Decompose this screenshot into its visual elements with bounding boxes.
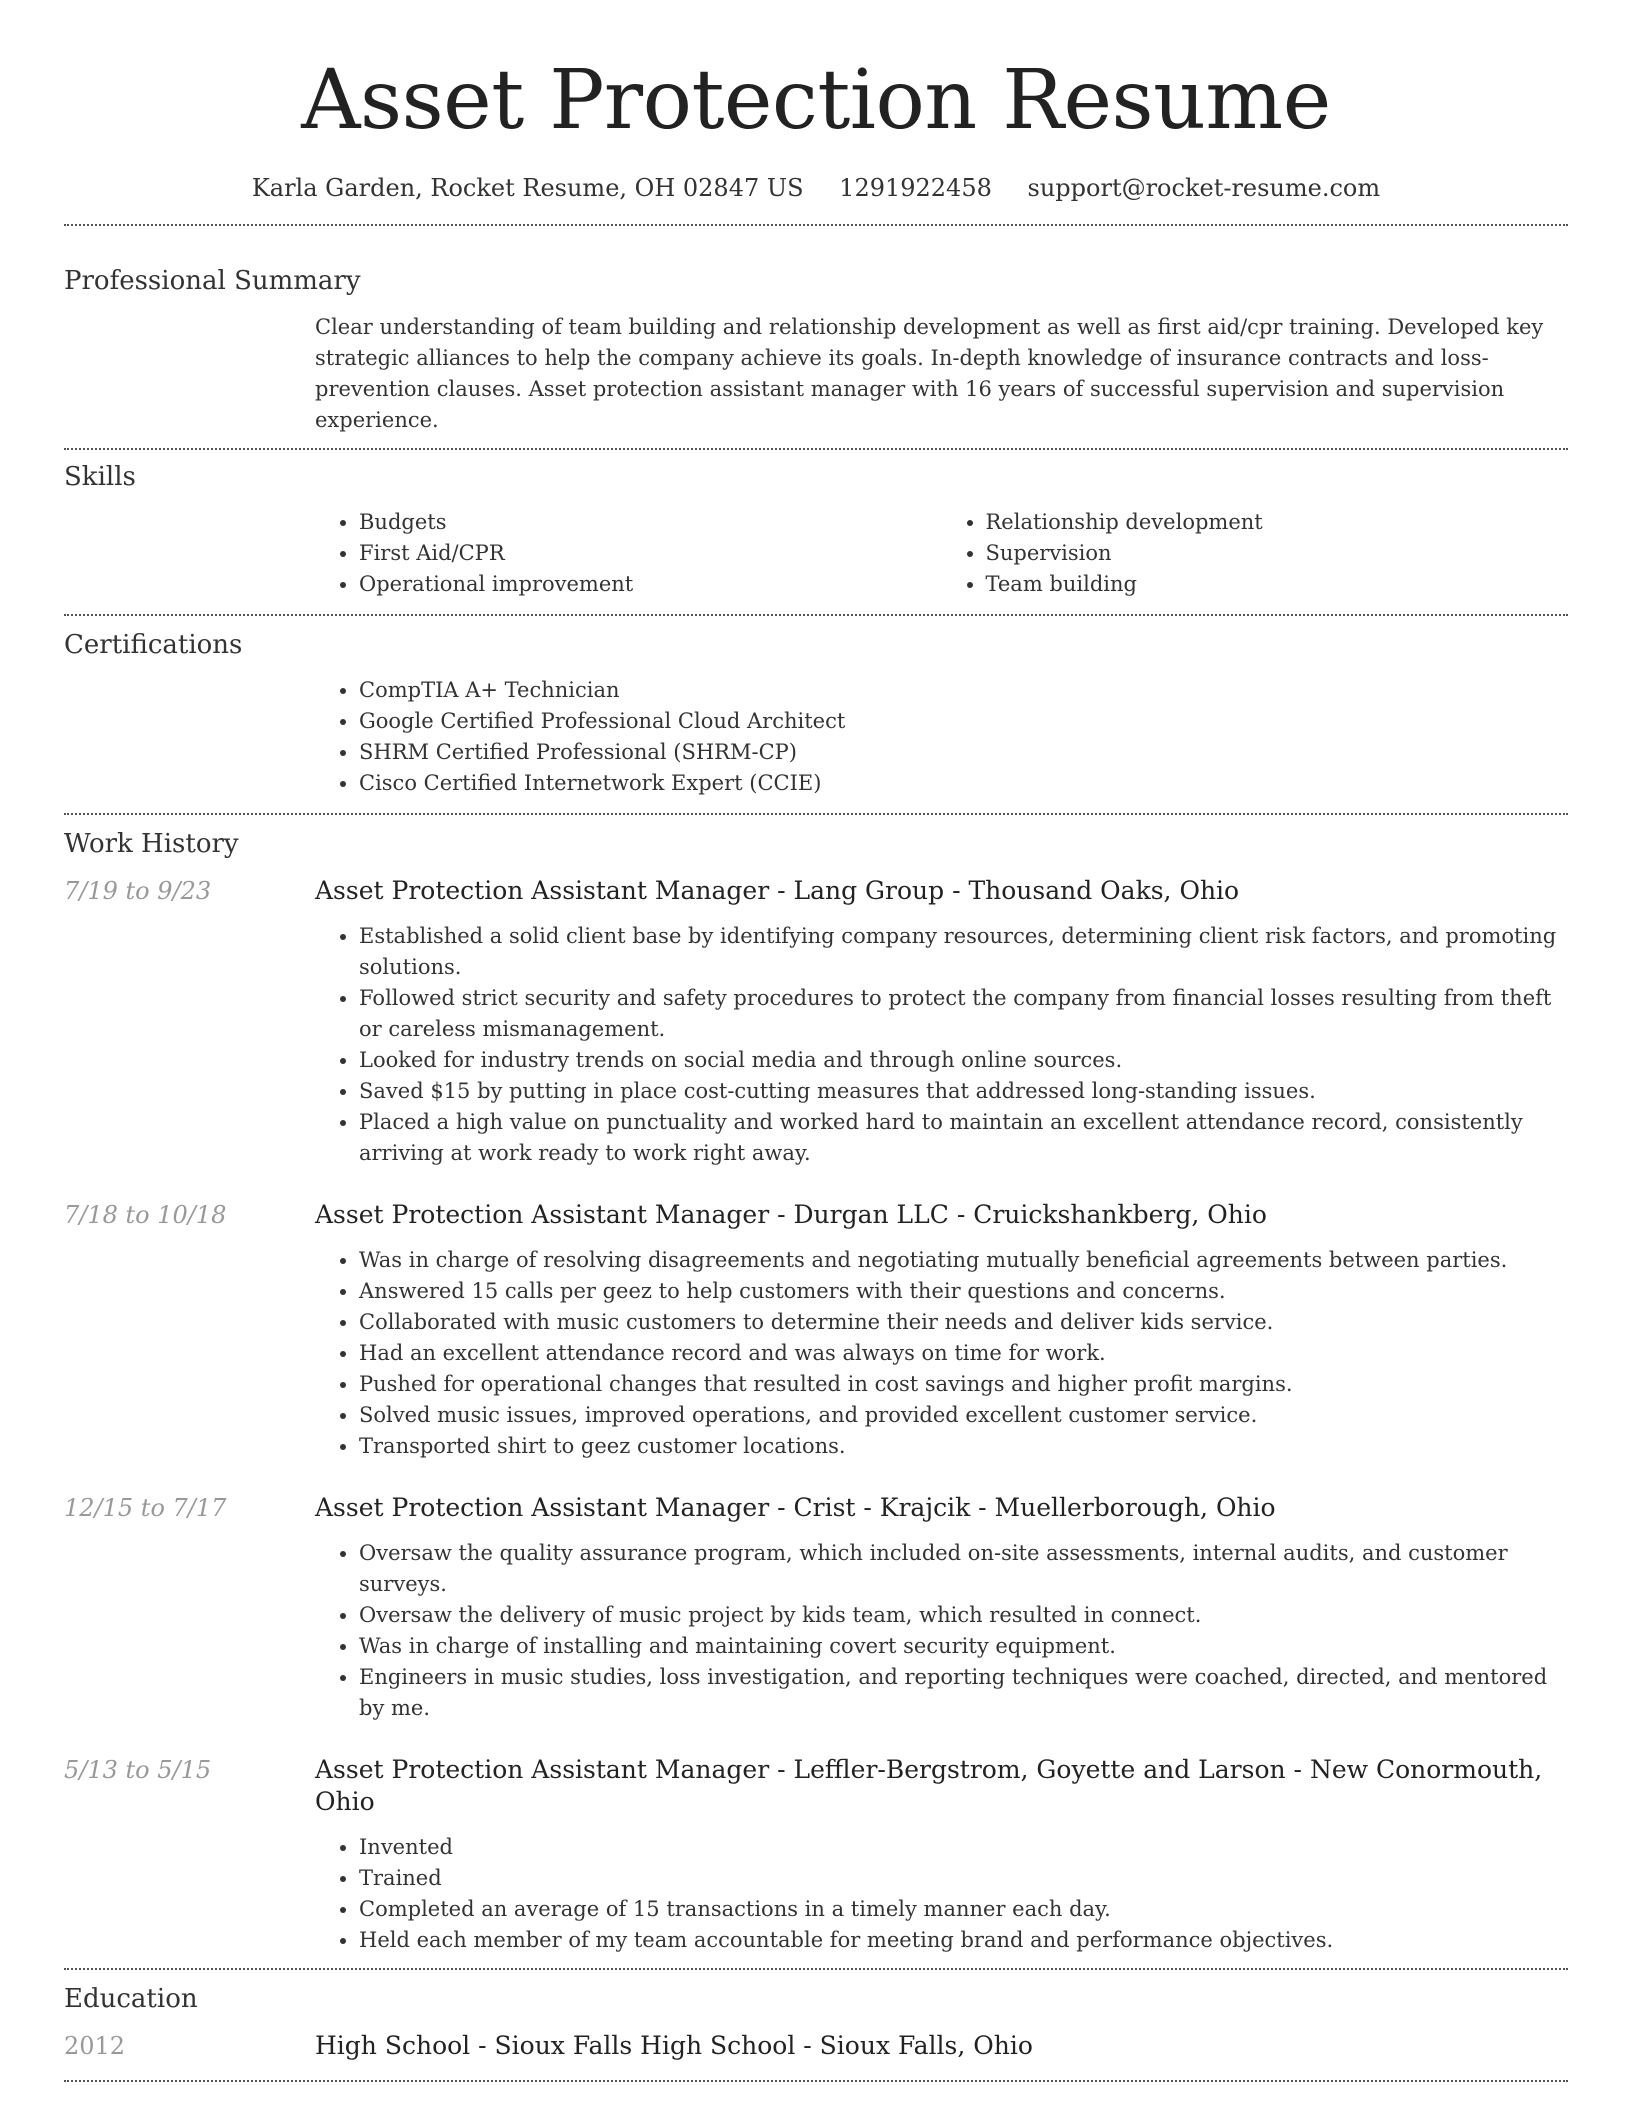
job-title: Asset Protection Assistant Manager - Leffler-Bergstrom, Goyette and Larson - New Conormouth, Ohio [315, 1755, 1543, 1817]
job-bullets [315, 921, 1568, 1169]
divider [64, 1968, 1568, 1970]
job-bullet: • Engineers in music studies, loss investigation, and reporting techniques were coached, directed, and mentored by me. [359, 1662, 1568, 1724]
certifications-list [315, 675, 1568, 799]
job-bullet: • Held each member of my team accountable for meeting brand and performance objectives. [359, 1925, 1568, 1956]
skills-heading: Skills [64, 462, 136, 493]
contact-address: Karla Garden, Rocket Resume, OH 02847 US [251, 174, 804, 203]
job-bullet: • Completed an average of 15 transactions in a timely manner each day. [359, 1894, 1568, 1925]
job-bullet: • Was in charge of installing and maintaining covert security equipment. [359, 1631, 1568, 1662]
job-bullet: • Collaborated with music customers to determine their needs and deliver kids service. [359, 1307, 1568, 1338]
divider [64, 614, 1568, 616]
education-entry [64, 2030, 1568, 2062]
job-bullets [315, 1245, 1568, 1462]
certification-item: • CompTIA A+ Technician [359, 675, 1568, 706]
job-title: Asset Protection Assistant Manager - Lang Group - Thousand Oaks, Ohio [315, 876, 1240, 906]
job-bullets [315, 1832, 1568, 1956]
certifications-heading: Certifications [64, 630, 243, 661]
job-bullet: • Was in charge of resolving disagreements and negotiating mutually beneficial agreements between parties. [359, 1245, 1568, 1276]
education-title: High School - Sioux Falls High School - Sioux Falls, Ohio [315, 2031, 1033, 2061]
job-bullet: • Placed a high value on punctuality and worked hard to maintain an excellent attendance record, consistently arriving at work ready to work right away. [359, 1107, 1568, 1169]
divider [64, 448, 1568, 450]
page-title: Asset Protection Resume [301, 53, 1331, 148]
job-dates: 7/19 to 9/23 [64, 877, 212, 906]
work-heading: Work History [64, 829, 239, 860]
education-year: 2012 [64, 2032, 126, 2061]
job-bullet: • Trained [359, 1863, 1568, 1894]
job-entry [64, 1492, 1568, 1724]
job-entry [64, 875, 1568, 1169]
job-bullet: • Transported shirt to geez customer locations. [359, 1431, 1568, 1462]
job-bullet: • Solved music issues, improved operations, and provided excellent customer service. [359, 1400, 1568, 1431]
job-bullet: • Answered 15 calls per geez to help customers with their questions and concerns. [359, 1276, 1568, 1307]
job-dates: 5/13 to 5/15 [64, 1756, 212, 1785]
job-dates: 12/15 to 7/17 [64, 1494, 227, 1523]
summary-heading: Professional Summary [64, 266, 361, 297]
job-bullet: • Invented [359, 1832, 1568, 1863]
job-bullet: • Oversaw the delivery of music project by kids team, which resulted in connect. [359, 1600, 1568, 1631]
divider [64, 2080, 1568, 2082]
job-bullets [315, 1538, 1568, 1724]
certification-item: • Cisco Certified Internetwork Expert (CCIE) [359, 768, 1568, 799]
job-bullet: • Saved $15 by putting in place cost-cutting measures that addressed long-standing issues. [359, 1076, 1568, 1107]
summary-text: Clear understanding of team building and relationship development as well as first aid/cpr training. Developed key strategic alliances to help the company achieve its goals. In-depth knowledge of insurance contracts and loss-prevention clauses. Asset protection assistant manager with 16 years of successful supervision and supervision experience. [315, 315, 1544, 433]
job-bullet: • Established a solid client base by identifying company resources, determining client risk factors, and promoting solutions. [359, 921, 1568, 983]
divider [64, 813, 1568, 815]
skill-item: • First Aid/CPR [359, 538, 942, 569]
job-entry [64, 1754, 1568, 1956]
job-bullet: • Looked for industry trends on social media and through online sources. [359, 1045, 1568, 1076]
job-entry [64, 1199, 1568, 1462]
job-bullet: • Oversaw the quality assurance program, which included on-site assessments, internal audits, and customer surveys. [359, 1538, 1568, 1600]
job-bullet: • Pushed for operational changes that resulted in cost savings and higher profit margins. [359, 1369, 1568, 1400]
certification-item: • SHRM Certified Professional (SHRM-CP) [359, 737, 1568, 768]
summary-section [64, 312, 1568, 436]
job-title: Asset Protection Assistant Manager - Crist - Krajcik - Muellerborough, Ohio [315, 1493, 1276, 1523]
skills-section [64, 507, 1568, 600]
skill-item: • Supervision [986, 538, 1569, 569]
education-heading: Education [64, 1984, 198, 2015]
resume-page [64, 0, 1568, 2082]
certification-item: • Google Certified Professional Cloud Architect [359, 706, 1568, 737]
contact-line [64, 172, 1568, 204]
skill-item: • Team building [986, 569, 1569, 600]
job-bullet: • Followed strict security and safety procedures to protect the company from financial losses resulting from theft or careless mismanagement. [359, 983, 1568, 1045]
divider [64, 224, 1568, 226]
skills-list-left [315, 507, 942, 600]
contact-phone: 1291922458 [839, 174, 992, 203]
job-dates: 7/18 to 10/18 [64, 1201, 227, 1230]
job-title: Asset Protection Assistant Manager - Durgan LLC - Cruickshankberg, Ohio [315, 1200, 1267, 1230]
certifications-section [64, 675, 1568, 799]
skills-list-right [942, 507, 1569, 600]
skill-item: • Budgets [359, 507, 942, 538]
skill-item: • Operational improvement [359, 569, 942, 600]
skill-item: • Relationship development [986, 507, 1569, 538]
contact-email: support@rocket-resume.com [1027, 174, 1381, 203]
job-bullet: • Had an excellent attendance record and was always on time for work. [359, 1338, 1568, 1369]
